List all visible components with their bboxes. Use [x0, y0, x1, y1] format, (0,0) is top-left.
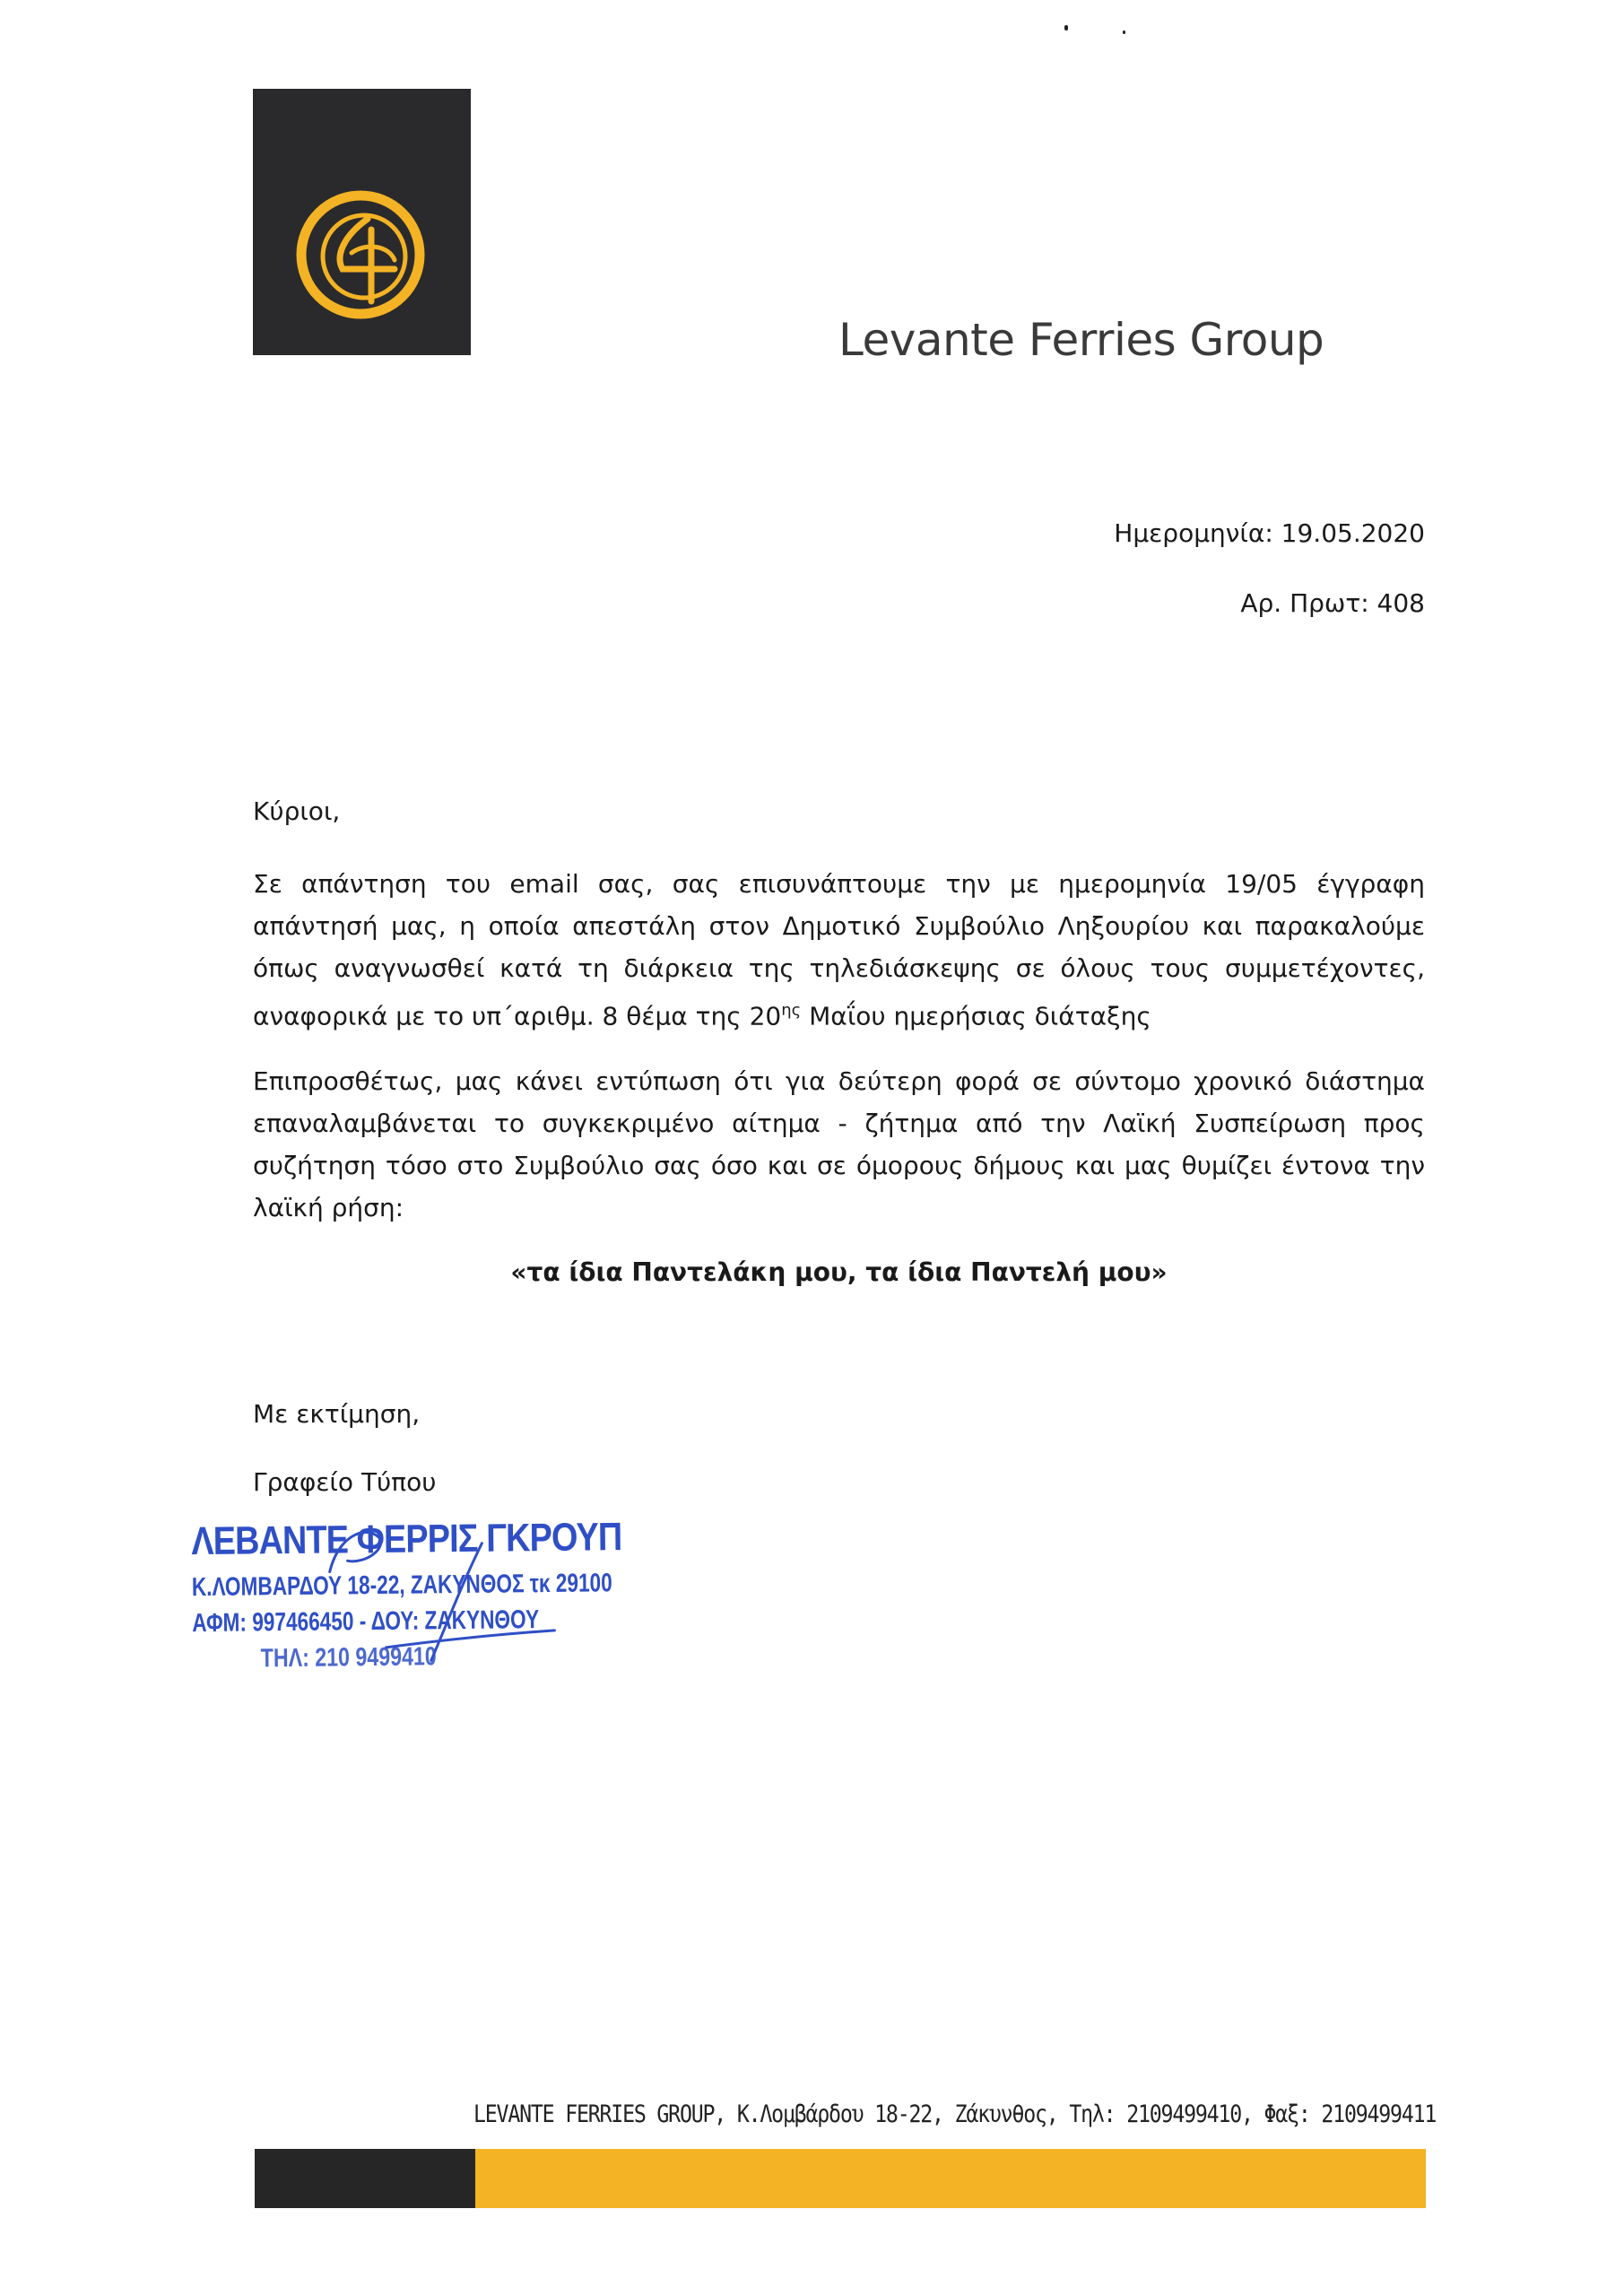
paragraph-1: [253, 863, 1425, 1037]
paragraph-2: Επιπροσθέτως, μας κάνει εντύπωση ότι για δεύτερη φορά σε σύντομο χρονικό διάστημα επαναλαμβάνεται το συγκεκριμένο αίτημα - ζήτημα από την Λαϊκή Συσπείρωση προς συζήτηση τόσο στο Συμβούλιο σας όσο και σε όμορους δήμους και μας θυμίζει έντονα την λαϊκή ρήση:: [253, 1066, 1425, 1222]
paragraph-1-superscript: ης: [781, 1001, 802, 1020]
closing: Με εκτίμηση,: [253, 1399, 421, 1429]
paragraph-1-text-a: Σε απάντηση του email σας, σας επισυνάπτουμε την με ημερομηνία 19/05 έγγραφη απάντησή μας, η οποία απεστάλη στον Δημοτικό Συμβούλιο Ληξουρίου και παρακαλούμε όπως αναγνωσθεί κατά τη διάρκεια της τηλεδιάσκεψης σε όλους τους συμμετέχοντες, αναφορικά με το υπ΄αριθμ. 8 θέμα της 20: [253, 869, 1425, 1031]
company-stamp: [186, 1515, 622, 1681]
paragraph-1-text-b: Μαΐου ημερήσιας διάταξης: [801, 1001, 1151, 1031]
signature-department: Γραφείο Τύπου: [253, 1467, 437, 1497]
stamp-phone: ΤΗΛ: 210 9499410: [260, 1642, 437, 1674]
footer-contact: LEVANTE FERRIES GROUP, Κ.Λομβάρδου 18-22, Ζάκυνθος, Τηλ: 2109499410, Φαξ: 2109499411: [473, 2100, 1437, 2128]
scan-mark: [1123, 30, 1125, 34]
logo-block: [253, 89, 471, 355]
levante-circle-logo-icon: [289, 183, 432, 326]
quote: «τα ίδια Παντελάκη μου, τα ίδια Παντελή μου»: [510, 1257, 1168, 1287]
scan-mark: [1064, 25, 1068, 30]
footer-bar-dark: [255, 2149, 475, 2208]
stamp-tax-id: ΑΦΜ: 997466450 - ΔΟΥ: ΖΑΚΥΝΘΟΥ: [192, 1605, 540, 1639]
footer-bar-gold: [475, 2149, 1426, 2208]
reference-number: Αρ. Πρωτ: 408: [1240, 588, 1425, 618]
letter-date: Ημερομηνία: 19.05.2020: [1114, 518, 1425, 548]
stamp-company-name: ΛΕΒΑΝΤΕ ΦΕΡΡΙΣ ΓΚΡΟΥΠ: [191, 1515, 622, 1564]
stamp-address: Κ.ΛΟΜΒΑΡΔΟΥ 18-22, ΖΑΚΥΝΘΟΣ τκ 29100: [191, 1569, 612, 1603]
brand-name: Levante Ferries Group: [838, 314, 1324, 366]
salutation: Κύριοι,: [253, 796, 341, 826]
